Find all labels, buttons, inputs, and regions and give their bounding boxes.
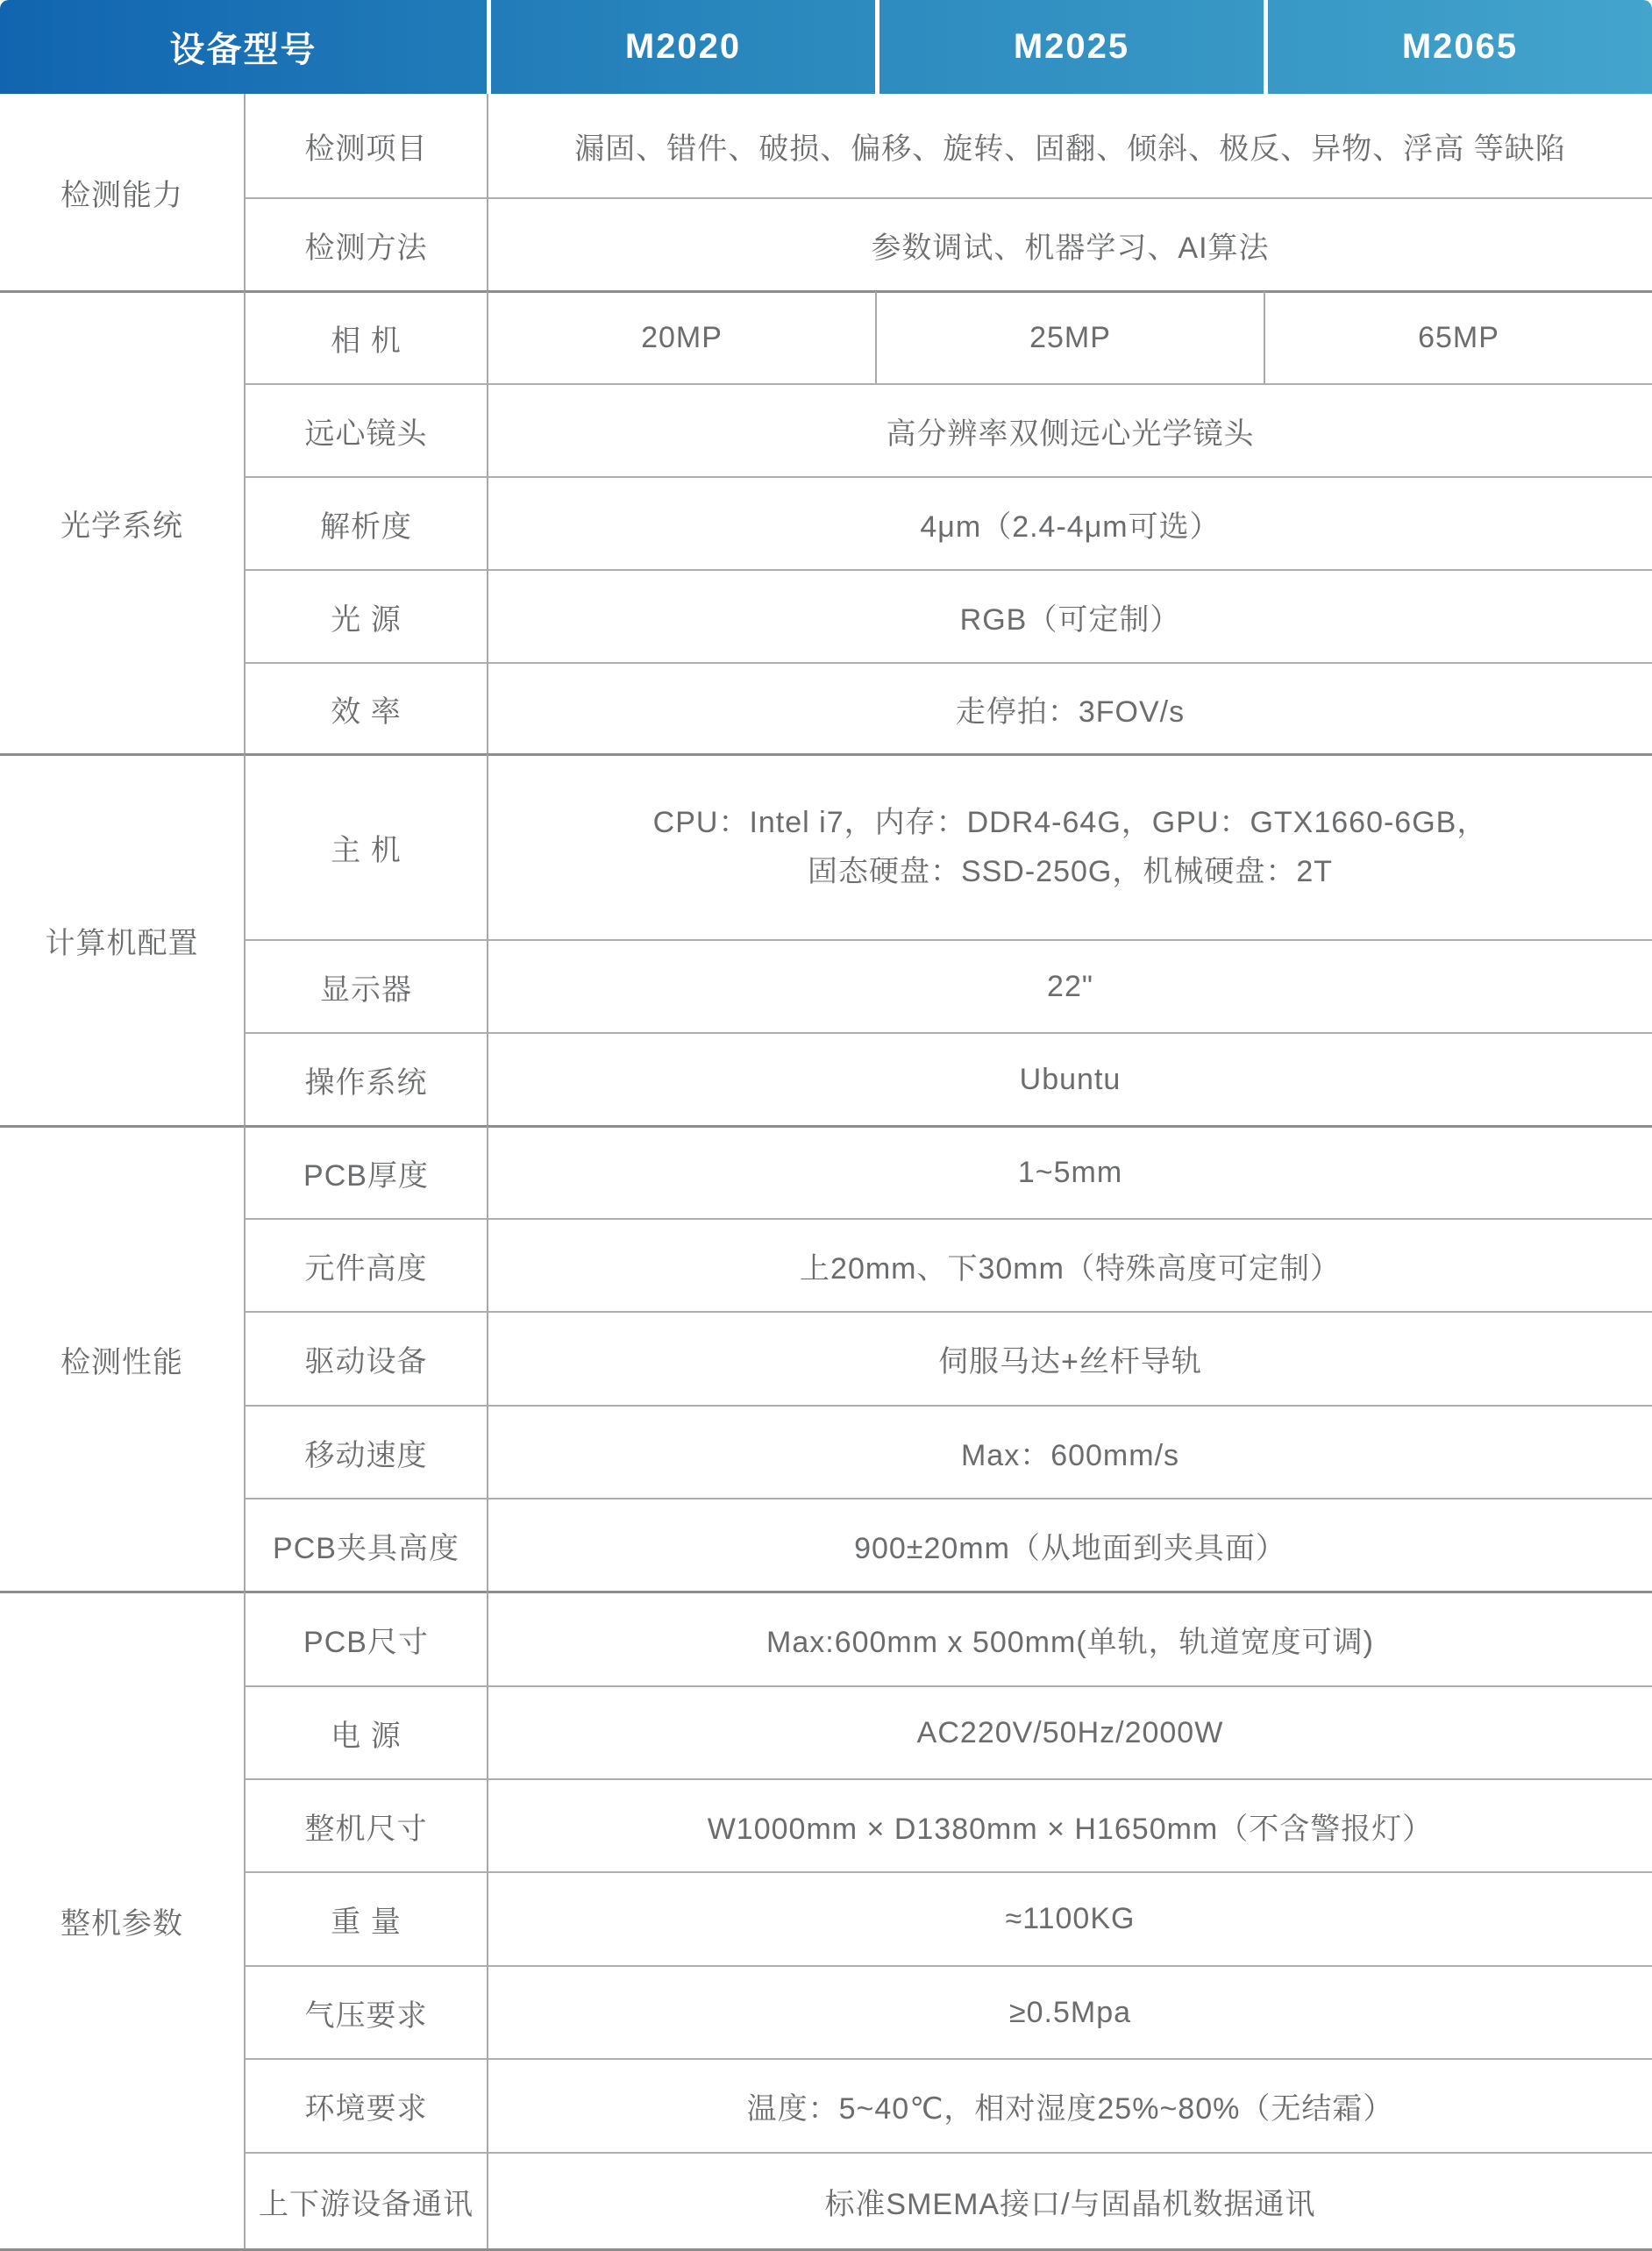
value-detection-method: 参数调试、机器学习、AI算法 <box>487 197 1652 290</box>
value-host-computer <box>487 753 1652 939</box>
value-host-computer-line1: CPU：Intel i7，内存：DDR4-64G，GPU：GTX1660-6GB， <box>652 806 1488 840</box>
label-pcb-size: PCB尺寸 <box>244 1591 487 1685</box>
value-light-source: RGB（可定制） <box>487 569 1652 662</box>
value-host-computer-line2: 固态硬盘：SSD-250G，机械硬盘：2T <box>807 854 1334 888</box>
header-device-model-label: 设备型号 <box>169 31 317 69</box>
category-computer-configuration: 计算机配置 <box>0 753 244 1125</box>
value-pcb-size: Max:600mm x 500mm(单轨，轨道宽度可调) <box>487 1591 1652 1685</box>
label-resolution: 解析度 <box>244 476 487 569</box>
label-power-supply: 电 源 <box>244 1685 487 1778</box>
header-device-model <box>0 0 487 94</box>
value-camera-m2020: 20MP <box>487 290 875 383</box>
label-host-computer: 主 机 <box>244 753 487 939</box>
label-detection-items: 检测项目 <box>244 94 487 197</box>
label-camera: 相 机 <box>244 290 487 383</box>
value-pcb-thickness: 1~5mm <box>487 1125 1652 1218</box>
header-model-m2020-label: M2020 <box>624 27 742 66</box>
value-telecentric-lens: 高分辨率双侧远心光学镜头 <box>487 383 1652 476</box>
label-pcb-fixture-height: PCB夹具高度 <box>244 1498 487 1591</box>
label-pcb-thickness: PCB厚度 <box>244 1125 487 1218</box>
value-camera-m2065: 65MP <box>1264 290 1652 383</box>
label-environment: 环境要求 <box>244 2058 487 2152</box>
header-model-m2025 <box>875 0 1264 94</box>
header-model-m2065 <box>1264 0 1652 94</box>
value-operating-system: Ubuntu <box>487 1032 1652 1125</box>
label-monitor: 显示器 <box>244 939 487 1032</box>
category-detection-performance: 检测性能 <box>0 1125 244 1591</box>
label-weight: 重 量 <box>244 1871 487 1965</box>
value-efficiency: 走停拍：3FOV/s <box>487 662 1652 753</box>
value-machine-dimensions: W1000mm × D1380mm × H1650mm（不含警报灯） <box>487 1778 1652 1871</box>
header-model-m2065-label: M2065 <box>1401 27 1519 66</box>
value-updown-communication: 标准SMEMA接口/与固晶机数据通讯 <box>487 2152 1652 2248</box>
value-power-supply: AC220V/50Hz/2000W <box>487 1685 1652 1778</box>
label-light-source: 光 源 <box>244 569 487 662</box>
value-component-height: 上20mm、下30mm（特殊高度可定制） <box>487 1218 1652 1311</box>
value-camera-m2025: 25MP <box>875 290 1264 383</box>
category-optical-system: 光学系统 <box>0 290 244 753</box>
value-environment: 温度：5~40℃，相对湿度25%~80%（无结霜） <box>487 2058 1652 2152</box>
value-monitor: 22" <box>487 939 1652 1032</box>
label-moving-speed: 移动速度 <box>244 1405 487 1498</box>
category-detection-capability: 检测能力 <box>61 178 183 212</box>
label-air-pressure: 气压要求 <box>244 1965 487 2058</box>
value-moving-speed: Max：600mm/s <box>487 1405 1652 1498</box>
value-weight: ≈1100KG <box>487 1871 1652 1965</box>
label-drive-equipment: 驱动设备 <box>244 1311 487 1405</box>
label-efficiency: 效 率 <box>244 662 487 753</box>
label-detection-method: 检测方法 <box>244 197 487 290</box>
value-detection-items: 漏固、错件、破损、偏移、旋转、固翻、倾斜、极反、异物、浮高 等缺陷 <box>487 94 1652 197</box>
value-air-pressure: ≥0.5Mpa <box>487 1965 1652 2058</box>
header-model-m2025-label: M2025 <box>1013 27 1130 66</box>
label-telecentric-lens: 远心镜头 <box>244 383 487 476</box>
header-model-m2020 <box>487 0 875 94</box>
label-machine-dimensions: 整机尺寸 <box>244 1778 487 1871</box>
value-drive-equipment: 伺服马达+丝杆导轨 <box>487 1311 1652 1405</box>
category-machine-parameters: 整机参数 <box>0 1591 244 2248</box>
value-pcb-fixture-height: 900±20mm（从地面到夹具面） <box>487 1498 1652 1591</box>
label-component-height: 元件高度 <box>244 1218 487 1311</box>
label-updown-communication: 上下游设备通讯 <box>244 2152 487 2248</box>
value-resolution: 4μm（2.4-4μm可选） <box>487 476 1652 569</box>
label-operating-system: 操作系统 <box>244 1032 487 1125</box>
